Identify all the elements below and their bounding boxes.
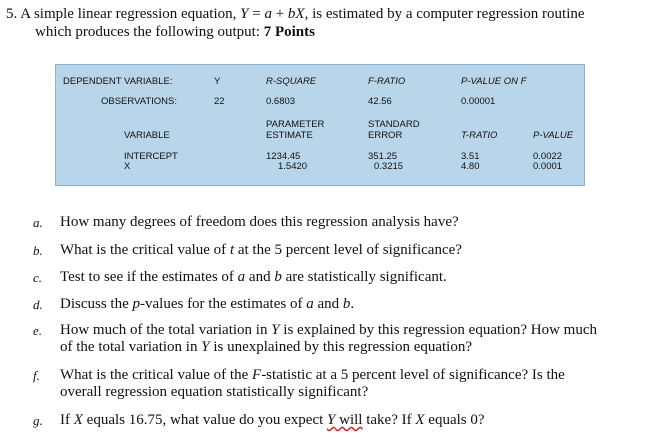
- question-number: 5.: [6, 6, 18, 22]
- question-header: [6, 5, 642, 41]
- pvalue-f-value: 0.00001: [461, 96, 496, 107]
- row-x-variable: X: [124, 161, 131, 172]
- col-se-1: STANDARD: [368, 119, 420, 130]
- question-e-text: [60, 322, 640, 356]
- row-x-tratio: 4.80: [461, 161, 480, 172]
- question-c-text: [60, 269, 640, 286]
- question-d-post: .: [350, 296, 355, 312]
- row-intercept-variable: INTERCEPT: [124, 151, 178, 162]
- question-b-text: [60, 242, 640, 259]
- row-x-estimate: 1.5420: [278, 161, 308, 172]
- question-g-mid1: equals 16.75, what value do you expect: [82, 412, 328, 428]
- question-b-letter: b.: [33, 243, 43, 258]
- fratio-label: F-RATIO: [368, 76, 406, 87]
- header-line1-post: , is estimated by a computer regression routine: [304, 6, 585, 22]
- question-g-mid2: take? If: [362, 412, 416, 428]
- row-intercept-pvalue: 0.0022: [533, 151, 563, 162]
- dependent-variable-value: Y: [214, 76, 221, 87]
- question-c-post: are statistically significant.: [281, 269, 447, 285]
- question-e-l2-pre: of the total variation in: [60, 339, 202, 355]
- question-e-l1-post: is explained by this regression equation? How much: [279, 322, 597, 338]
- question-e-l1-var: Y: [271, 322, 280, 338]
- question-g-wavy-will: will: [335, 412, 363, 428]
- col-estimate-2: ESTIMATE: [266, 130, 313, 141]
- col-estimate-1: PARAMETER: [266, 119, 325, 130]
- question-a-text: How many degrees of freedom does this regression analysis have?: [60, 214, 459, 230]
- points-label: 7 Points: [263, 24, 315, 40]
- question-g-pre: If: [60, 412, 74, 428]
- fratio-value: 42.56: [368, 96, 392, 107]
- question-d-pre: Discuss the: [60, 296, 133, 312]
- question-b-var: t: [229, 242, 235, 258]
- question-a-letter: a.: [33, 215, 43, 230]
- question-g-var-x1: X: [73, 412, 83, 428]
- question-d-and: and: [313, 296, 343, 312]
- question-d-text: [60, 296, 640, 313]
- question-b-pre: What is the critical value of: [60, 242, 230, 258]
- col-pvalue: P-VALUE: [533, 130, 574, 141]
- question-e-l1-pre: How much of the total variation in: [60, 322, 272, 338]
- eq-a: a: [264, 6, 272, 22]
- question-e-l2-var: Y: [201, 339, 210, 355]
- question-d-letter: d.: [33, 297, 43, 312]
- header-line2: [6, 23, 642, 41]
- question-g-post: equals 0?: [424, 412, 485, 428]
- header-line1-pre: A simple linear regression equation,: [20, 6, 241, 22]
- regression-output-table: [55, 64, 585, 186]
- question-f-l1-pre: What is the critical value of the: [60, 367, 253, 383]
- row-intercept-tratio: 3.51: [461, 151, 480, 162]
- observations-label: OBSERVATIONS:: [101, 96, 178, 107]
- question-c-pre: Test to see if the estimates of: [60, 269, 238, 285]
- question-c-var-b: b: [274, 269, 282, 285]
- question-d-mid: -values for the estimates of: [140, 296, 307, 312]
- rsquare-label: R-SQUARE: [266, 76, 317, 87]
- eq-equals: =: [248, 6, 265, 22]
- row-x-pvalue: 0.0001: [533, 161, 563, 172]
- question-g-var-y: Y: [327, 412, 336, 428]
- question-g-var-x2: X: [415, 412, 425, 428]
- col-se-2: ERROR: [368, 130, 403, 141]
- question-e-letter: e.: [33, 323, 43, 338]
- question-f-l1-var: F: [252, 367, 262, 383]
- question-f-l1-post: -statistic at a 5 percent level of significance? Is the: [261, 367, 565, 383]
- question-d-var-b: b: [342, 296, 351, 312]
- dependent-variable-label: DEPENDENT VARIABLE:: [63, 76, 173, 87]
- eq-y: Y: [240, 6, 249, 22]
- observations-value: 22: [214, 96, 225, 107]
- col-variable: VARIABLE: [124, 130, 170, 141]
- question-e-l2-post: is unexplained by this regression equation?: [209, 339, 473, 355]
- header-line2-text: which produces the following output:: [35, 24, 264, 40]
- pvalue-f-label: P-VALUE ON F: [461, 76, 527, 87]
- col-tratio: T-RATIO: [461, 130, 498, 141]
- row-intercept-se: 351.25: [368, 151, 398, 162]
- eq-plus: +: [271, 6, 288, 22]
- eq-bx: bX: [287, 6, 305, 22]
- question-c-var-a: a: [237, 269, 246, 285]
- row-x-se: 0.3215: [374, 161, 404, 172]
- question-f-letter: f.: [33, 368, 40, 383]
- question-d-var-p: p: [132, 296, 140, 312]
- question-c-letter: c.: [33, 270, 43, 285]
- row-intercept-estimate: 1234.45: [266, 151, 301, 162]
- question-c-mid: and: [245, 269, 275, 285]
- question-f-text: [60, 367, 640, 401]
- question-g-text: [60, 412, 640, 429]
- question-g-letter: g.: [33, 413, 43, 428]
- question-b-post: at the 5 percent level of significance?: [234, 242, 462, 258]
- question-d-var-a: a: [306, 296, 314, 312]
- question-f-l2: overall regression equation statistically significant?: [60, 384, 369, 400]
- rsquare-value: 0.6803: [266, 96, 296, 107]
